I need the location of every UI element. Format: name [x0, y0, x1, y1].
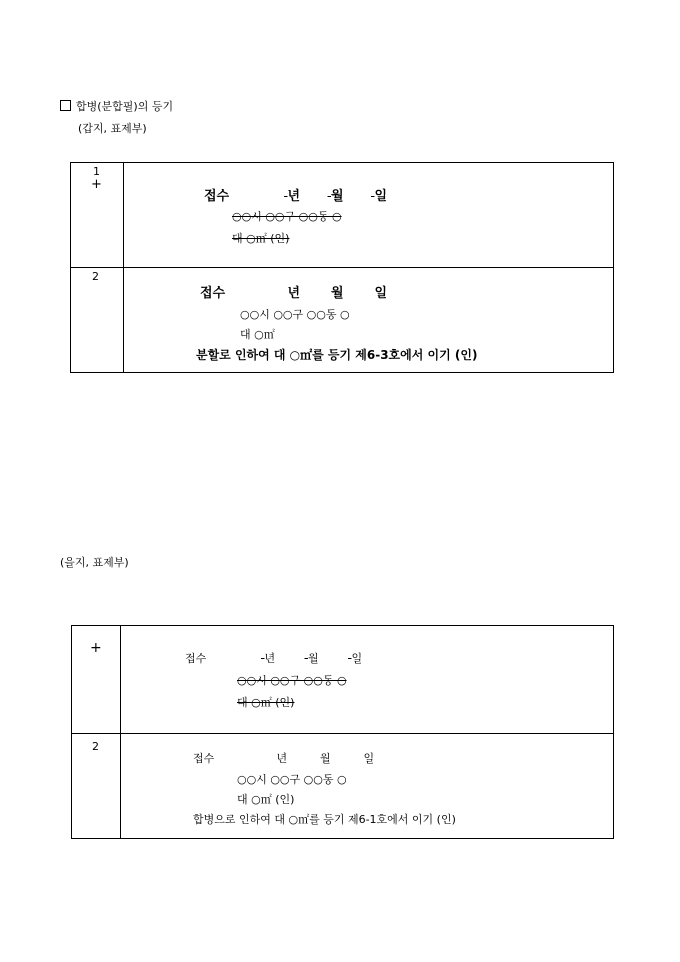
- year-label: 년: [276, 752, 288, 765]
- section-title: 합병(분합필)의 등기: [76, 100, 174, 113]
- year-label: 년: [287, 286, 301, 301]
- land-line: 대 ○㎡: [240, 328, 275, 341]
- receipt-label: 접수: [204, 189, 230, 204]
- checkbox-square-icon: [60, 100, 71, 111]
- row-number: 2: [92, 740, 99, 753]
- table-row: [71, 163, 614, 268]
- section-heading: [60, 98, 173, 114]
- table-row: [71, 268, 614, 373]
- sheet-a-table: [70, 162, 614, 373]
- month-label: 월: [331, 189, 344, 204]
- month-label: 월: [308, 652, 319, 665]
- receipt-line: [200, 282, 387, 301]
- day-label: 일: [374, 286, 388, 301]
- transfer-note: 합병으로 인하여 대 ○㎡를 등기 제6-1호에서 이기 (인): [193, 813, 456, 826]
- row-content-cell: [124, 163, 614, 268]
- land-line: 대 ○㎡ (인): [232, 232, 290, 245]
- receipt-line: [193, 750, 374, 766]
- month-label: 월: [331, 286, 344, 301]
- receipt-label: 접수: [193, 752, 215, 765]
- table-row: [72, 626, 614, 734]
- day-label: 일: [351, 652, 363, 665]
- location-line: ○○시 ○○구 ○○동 ○: [237, 773, 347, 786]
- sheet-a-label: (갑지, 표제부): [78, 122, 147, 135]
- table-row: [72, 734, 614, 839]
- row-content-cell: [121, 734, 614, 839]
- row-number-cell: [71, 268, 124, 373]
- sheet-b-label: (을지, 표제부): [60, 556, 129, 569]
- row-content-cell: [121, 626, 614, 734]
- sheet-b-table: [71, 625, 614, 839]
- receipt-line: [204, 185, 387, 204]
- day-label: 일: [374, 189, 388, 204]
- receipt-line: [185, 650, 362, 666]
- location-line: ○○시 ○○구 ○○동 ○: [237, 674, 347, 687]
- row-number: +: [90, 640, 102, 656]
- row-number-cell: [72, 734, 121, 839]
- year-label: 년: [287, 189, 301, 204]
- location-line: ○○시 ○○구 ○○동 ○: [232, 210, 342, 223]
- land-line: 대 ○㎡ (인): [237, 696, 295, 709]
- location-line: ○○시 ○○구 ○○동 ○: [240, 308, 350, 321]
- row-number-cell: [71, 163, 124, 268]
- row-content-cell: [124, 268, 614, 373]
- day-label: 일: [363, 752, 375, 765]
- row-number-cell: [72, 626, 121, 734]
- row-number-strike-mark: +: [91, 177, 102, 192]
- row-number: 2: [92, 270, 99, 283]
- year-label: 년: [264, 652, 276, 665]
- receipt-label: 접수: [200, 286, 226, 301]
- land-line: 대 ○㎡ (인): [237, 793, 295, 806]
- receipt-label: 접수: [185, 652, 207, 665]
- transfer-note: 분할로 인하여 대 ○㎡를 등기 제6-3호에서 이기 (인): [196, 348, 478, 362]
- row-number: 1: [93, 165, 100, 178]
- month-label: 월: [320, 752, 331, 765]
